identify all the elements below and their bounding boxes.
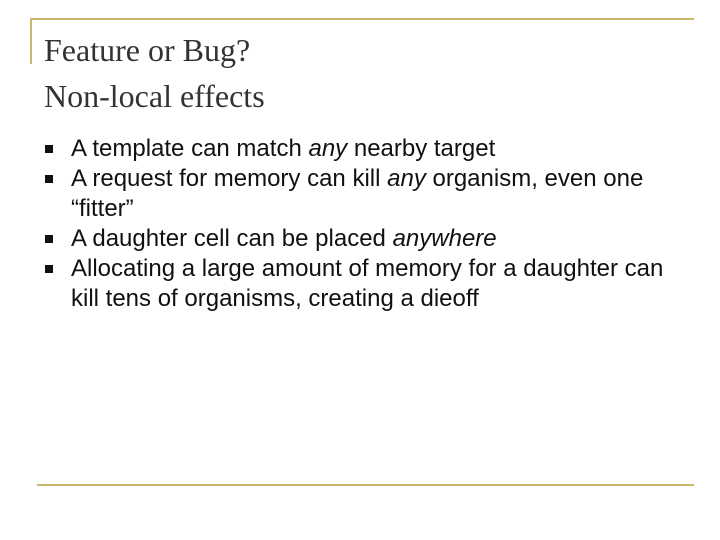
title-line-1: Feature or Bug?: [44, 32, 251, 68]
top-left-vertical-rule: [30, 18, 32, 64]
bullet-text: nearby target: [347, 135, 496, 162]
bullet-list: [40, 134, 670, 314]
bullet-emphasis: any: [387, 165, 426, 192]
bullet-item: [40, 134, 670, 164]
top-horizontal-rule: [30, 18, 694, 20]
bullet-text: Allocating a large amount of memory for a daughter can kill tens of organisms, creating a dieoff: [71, 255, 664, 312]
square-bullet-icon: [45, 235, 53, 243]
square-bullet-icon: [45, 145, 53, 153]
square-bullet-icon: [45, 175, 53, 183]
bullet-emphasis: anywhere: [392, 225, 497, 252]
bullet-text: A daughter cell can be placed: [71, 225, 393, 252]
bottom-horizontal-rule: [37, 484, 694, 486]
slide-title: [44, 27, 265, 119]
bullet-text: organism, even one “fitter”: [71, 165, 644, 222]
bullet-text: A request for memory can kill: [71, 165, 388, 192]
square-bullet-icon: [45, 265, 53, 273]
bullet-item: [40, 254, 670, 314]
title-line-2: Non-local effects: [44, 78, 265, 114]
bullet-emphasis: any: [308, 135, 348, 162]
bullet-item: [40, 224, 670, 254]
bullet-text: A template can match: [71, 135, 309, 162]
bullet-item: [40, 164, 670, 224]
